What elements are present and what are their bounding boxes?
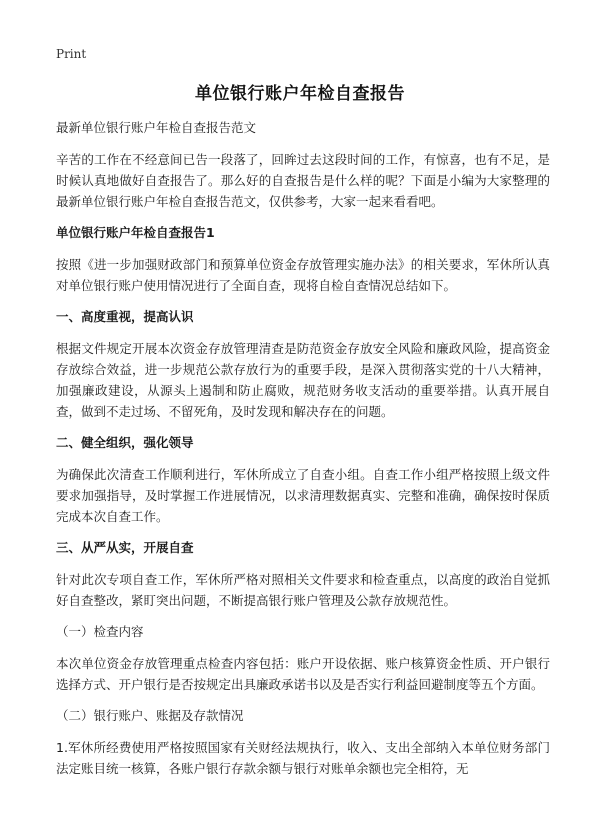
subsection-heading-1: （一）检查内容 xyxy=(56,624,144,639)
subsection-body-2: 1.军休所经费使用严格按照国家有关财经法规执行，收入、支出全部纳入本单位财务部门法定账目统一核算，各账户银行存款余额与银行对账单余额也完全相符，无 xyxy=(56,740,550,776)
print-link[interactable]: Print xyxy=(56,47,87,61)
report-intro-paragraph: 按照《进一步加强财政部门和预算单位资金存放管理实施办法》的相关要求，军休所认真对单位银行账户使用情况进行了全面自查，现将自检自查情况总结如下。 xyxy=(56,257,550,293)
subsection-heading-2: （二）银行账户、账据及存款情况 xyxy=(56,708,244,723)
section-body-1: 根据文件规定开展本次资金存放管理清查是防范资金存放安全风险和廉政风险，提高资金存放综合效益，进一步规范公款存放行为的重要手段，是深入贯彻落实党的十八大精神，加强廉政建设，从源头上遏制和防止腐败，规范财务收支活动的重要举措。认真开展自查，做到不走过场、不留死角，及时发现和解决存在的问题。 xyxy=(56,341,550,419)
subsection-body-1: 本次单位资金存放管理重点检查内容包括：账户开设依据、账户核算资金性质、开户银行选择方式、开户银行是否按规定出具廉政承诺书以及是否实行利益回避制度等五个方面。 xyxy=(56,656,550,692)
document-subtitle: 最新单位银行账户年检自查报告范文 xyxy=(56,120,257,135)
intro-paragraph: 辛苦的工作在不经意间已告一段落了，回眸过去这段时间的工作，有惊喜，也有不足，是时候认真地做好自查报告了。那么好的自查报告是什么样的呢？下面是小编为大家整理的最新单位银行账户年检自查报告范文，仅供参考，大家一起来看看吧。 xyxy=(56,152,550,209)
report-heading: 单位银行账户年检自查报告1 xyxy=(56,225,215,240)
document-body xyxy=(56,118,550,790)
section-heading-1: 一、高度重视，提高认识 xyxy=(56,309,194,324)
document-title: 单位银行账户年检自查报告 xyxy=(195,84,405,104)
section-body-2: 为确保此次清查工作顺利进行，军休所成立了自查小组。自查工作小组严格按照上级文件要求加强指导，及时掌握工作进展情况，以求清理数据真实、完整和准确，确保按时保质完成本次自查工作。 xyxy=(56,467,550,524)
section-body-3: 针对此次专项自查工作，军休所严格对照相关文件要求和检查重点，以高度的政治自觉抓好自查整改，紧盯突出问题，不断提高银行账户管理及公款存放规范性。 xyxy=(56,572,550,608)
section-heading-3: 三、从严从实，开展自查 xyxy=(56,540,194,555)
section-heading-2: 二、健全组织，强化领导 xyxy=(56,435,194,450)
